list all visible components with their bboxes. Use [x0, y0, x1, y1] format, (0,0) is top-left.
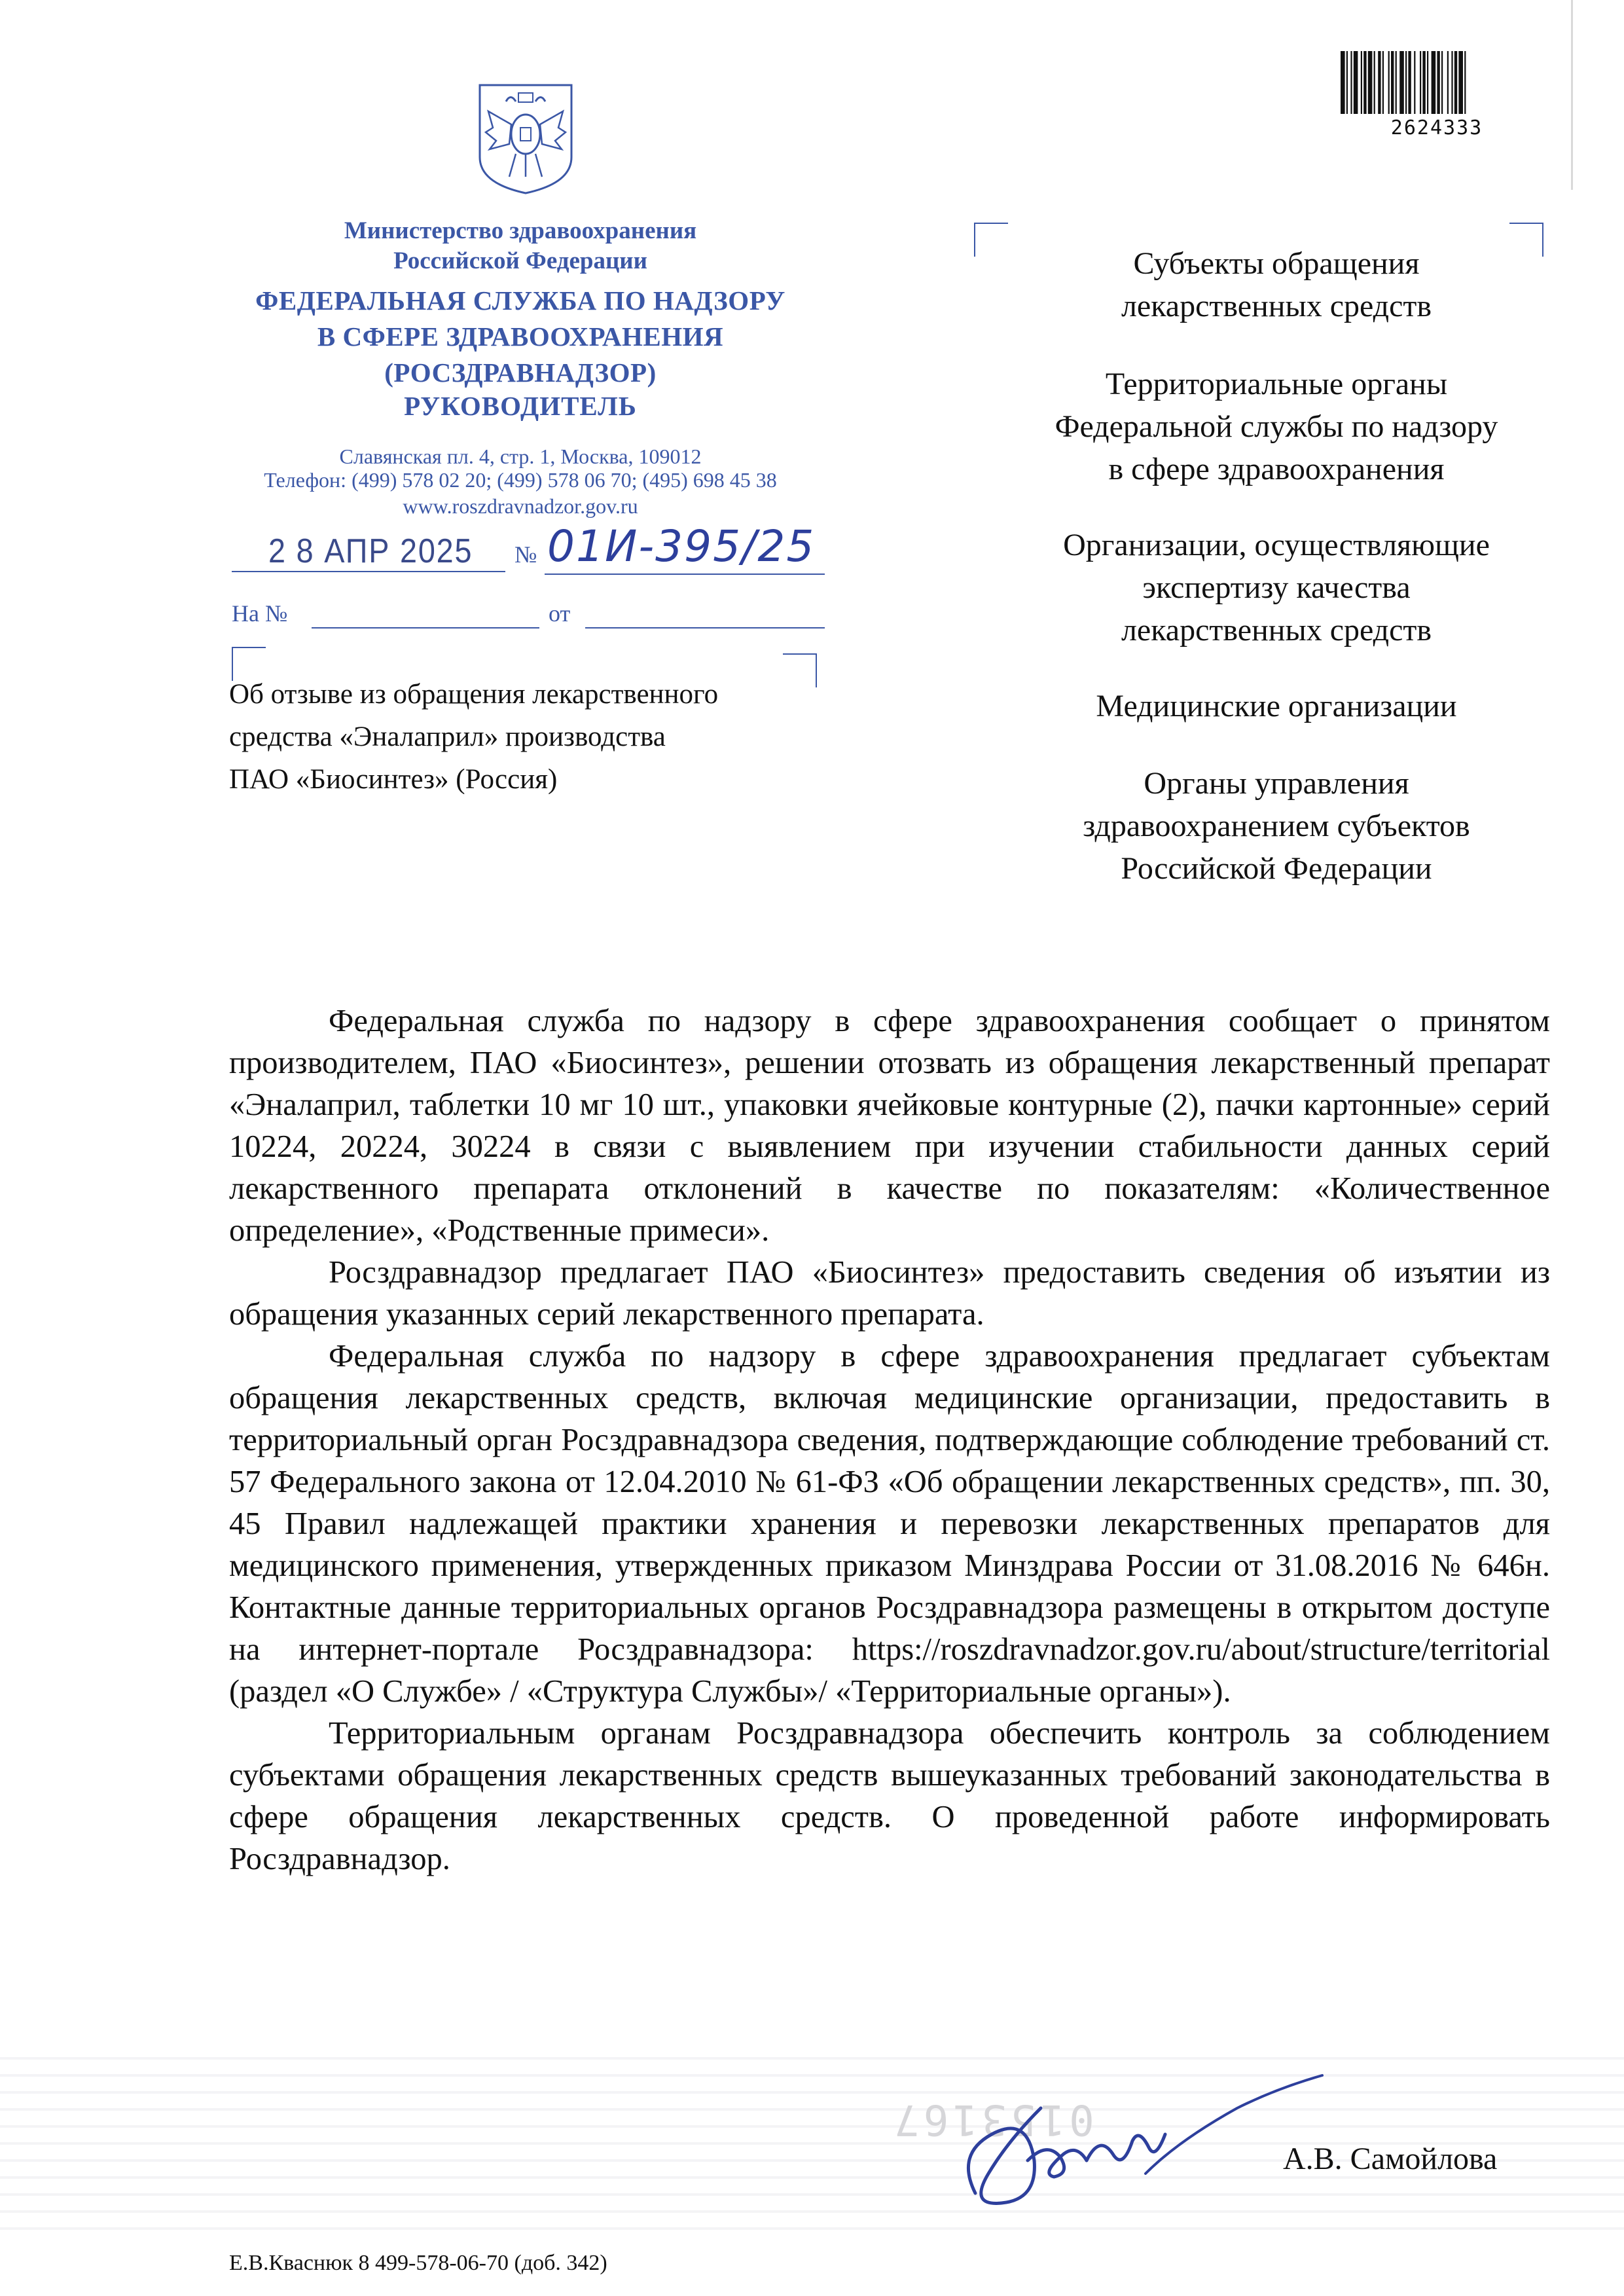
barcode-bar — [1388, 51, 1390, 114]
head-title: РУКОВОДИТЕЛЬ — [404, 391, 637, 421]
service-line1: ФЕДЕРАЛЬНАЯ СЛУЖБА ПО НАДЗОРУ — [255, 285, 785, 316]
outgoing-number-handwritten: 01И-395/25 — [547, 521, 816, 572]
recipient-drug-subjects — [982, 242, 1571, 327]
number-label: № — [514, 541, 537, 568]
barcode-bar — [1447, 51, 1449, 114]
recipient-line: лекарственных средств — [1121, 613, 1432, 647]
barcode-bar — [1382, 51, 1384, 114]
body-paragraph: Росздравнадзор предлагает ПАО «Биосинтез» предоставить сведения об изъятии из обращения указанных серий лекарственного препарата. — [229, 1255, 1550, 1332]
registration-date-stamp: 2 8 АПР 2025 — [268, 532, 473, 570]
barcode-bar — [1408, 51, 1411, 114]
recipient-line: экспертизу качества — [1142, 570, 1411, 605]
signer-name: А.В. Самойлова — [1283, 2141, 1498, 2176]
barcode-bar — [1354, 51, 1358, 114]
service-line3: (РОСЗДРАВНАДЗОР) — [384, 357, 657, 388]
barcode-number: 2624333 — [1390, 117, 1483, 139]
address: Славянская пл. 4, стр. 1, Москва, 109012 — [339, 445, 702, 468]
barcode-bar — [1441, 51, 1443, 114]
barcode-bar — [1363, 51, 1366, 114]
number-underline — [545, 574, 825, 575]
recipient-territorial-bodies — [982, 363, 1571, 490]
service-line2: В СФЕРЕ ЗДРАВООХРАНЕНИЯ — [317, 321, 724, 352]
barcode-bar — [1427, 51, 1428, 114]
recipient-line: Организации, осуществляющие — [1063, 528, 1490, 562]
letter-body — [229, 1000, 1550, 1880]
handwritten-signature — [929, 2062, 1335, 2232]
barcode-bar — [1399, 51, 1404, 114]
executor-contact: Е.В.Кваснюк 8 499-578-06-70 (доб. 342) — [229, 2251, 607, 2275]
recipient-line: лекарственных средств — [1121, 289, 1432, 323]
recipient-line: Российской Федерации — [1121, 851, 1432, 886]
ministry-line2: Российской Федерации — [393, 247, 647, 274]
barcode-bar — [1437, 51, 1439, 114]
barcode-bar — [1368, 51, 1373, 114]
body-paragraph: Федеральная служба по надзору в сфере здравоохранения сообщает о принятом производителем, ПАО «Биосинтез», решении отозвать из обращения лекарственный препарат «Эналаприл, таблетки 10 мг 10 шт., упаковки ячейковые контурные (2), пачки картонные» серий 10224, 20224, 30224 в связи с выявлением при изучении стабильности данных серий лекарственного препарата отклонений в качестве по показателям: «Количественное определение», «Родственные примеси». — [229, 1004, 1550, 1248]
barcode-bar — [1391, 51, 1394, 114]
subject-line2: средства «Эналаприл» производства — [229, 721, 666, 752]
phones: Телефон: (499) 578 02 20; (499) 578 06 70; (495) 698 45 38 — [264, 468, 777, 492]
barcode-bar — [1350, 51, 1352, 114]
barcode-bar — [1341, 51, 1345, 114]
recipient-health-authorities — [982, 762, 1571, 890]
ministry-name — [216, 216, 825, 276]
barcode-bar — [1464, 51, 1466, 114]
barcode-bar — [1420, 51, 1421, 114]
recipient-line: здравоохранением субъектов — [1083, 809, 1470, 843]
barcode-bar — [1458, 51, 1463, 114]
barcode-bar — [1432, 51, 1436, 114]
reply-to-date-underline — [585, 627, 825, 629]
body-paragraph: Федеральная служба по надзору в сфере здравоохранения предлагает субъектам обращения лекарственных средств, включая медицинские организации, предоставить в территориальный орган Росздравнадзора сведения, подтверждающие соблюдение требований ст. 57 Федерального закона от 12.04.2010 № 61-ФЗ «Об обращении лекарственных средств», пп. 30, 45 Правил надлежащей практики хранения и перевозки лекарственных препаратов для медицинского применения, утвержденных приказом Минздрава России от 31.08.2016 № 646н. Контактные данные территориальных органов Росздравнадзора размещены в открытом доступе на интернет-портале Росздравнадзора: https://roszdravnadzor.gov.ru/about/structure/territorial (раздел «О Службе» / «Структура Службы»/ «Территориальные органы»). — [229, 1339, 1550, 1709]
reply-to-number-underline — [312, 627, 539, 629]
reply-to-number-label: На № — [232, 600, 288, 627]
recipient-line: Территориальные органы — [1105, 367, 1448, 401]
recipient-line: Органы управления — [1144, 766, 1409, 801]
website: www.roszdravnadzor.gov.ru — [403, 494, 638, 518]
body-paragraph: Территориальным органам Росздравнадзора обеспечить контроль за соблюдением субъектами обращения лекарственных средств вышеуказанных требований законодательства в сфере обращения лекарственных средств. О проведенной работе информировать Росздравнадзор. — [229, 1716, 1550, 1876]
barcode — [1338, 51, 1536, 139]
ministry-line1: Министерство здравоохранения — [344, 217, 697, 244]
recipient-line: Медицинские организации — [1096, 689, 1457, 723]
barcode-bar — [1451, 51, 1453, 114]
barcode-bar — [1454, 51, 1457, 114]
barcode-bar — [1396, 51, 1397, 114]
recipient-line: Федеральной службы по надзору — [1055, 409, 1498, 444]
barcode-bar — [1414, 51, 1415, 114]
barcode-bar — [1405, 51, 1407, 114]
scan-edge — [1571, 0, 1573, 190]
recipient-medical-organizations — [982, 685, 1571, 727]
reverse-side-number: 0153167 — [890, 2095, 1094, 2143]
barcode-bar — [1374, 51, 1375, 114]
barcode-bar — [1378, 51, 1380, 114]
letter-subject — [229, 673, 818, 801]
barcode-bars — [1338, 51, 1536, 114]
date-underline — [232, 571, 505, 572]
subject-line3: ПАО «Биосинтез» (Россия) — [229, 764, 558, 795]
subject-line1: Об отзыве из обращения лекарственного — [229, 679, 719, 710]
recipient-expert-organizations — [982, 524, 1571, 651]
recipient-line: Субъекты обращения — [1133, 246, 1420, 281]
service-name — [216, 283, 825, 391]
barcode-bar — [1346, 51, 1348, 114]
barcode-bar — [1422, 51, 1425, 114]
coat-of-arms-emblem-icon — [470, 79, 581, 196]
barcode-bar — [1361, 51, 1362, 114]
recipient-line: в сфере здравоохранения — [1108, 452, 1445, 486]
reply-to-date-label: от — [549, 600, 571, 627]
